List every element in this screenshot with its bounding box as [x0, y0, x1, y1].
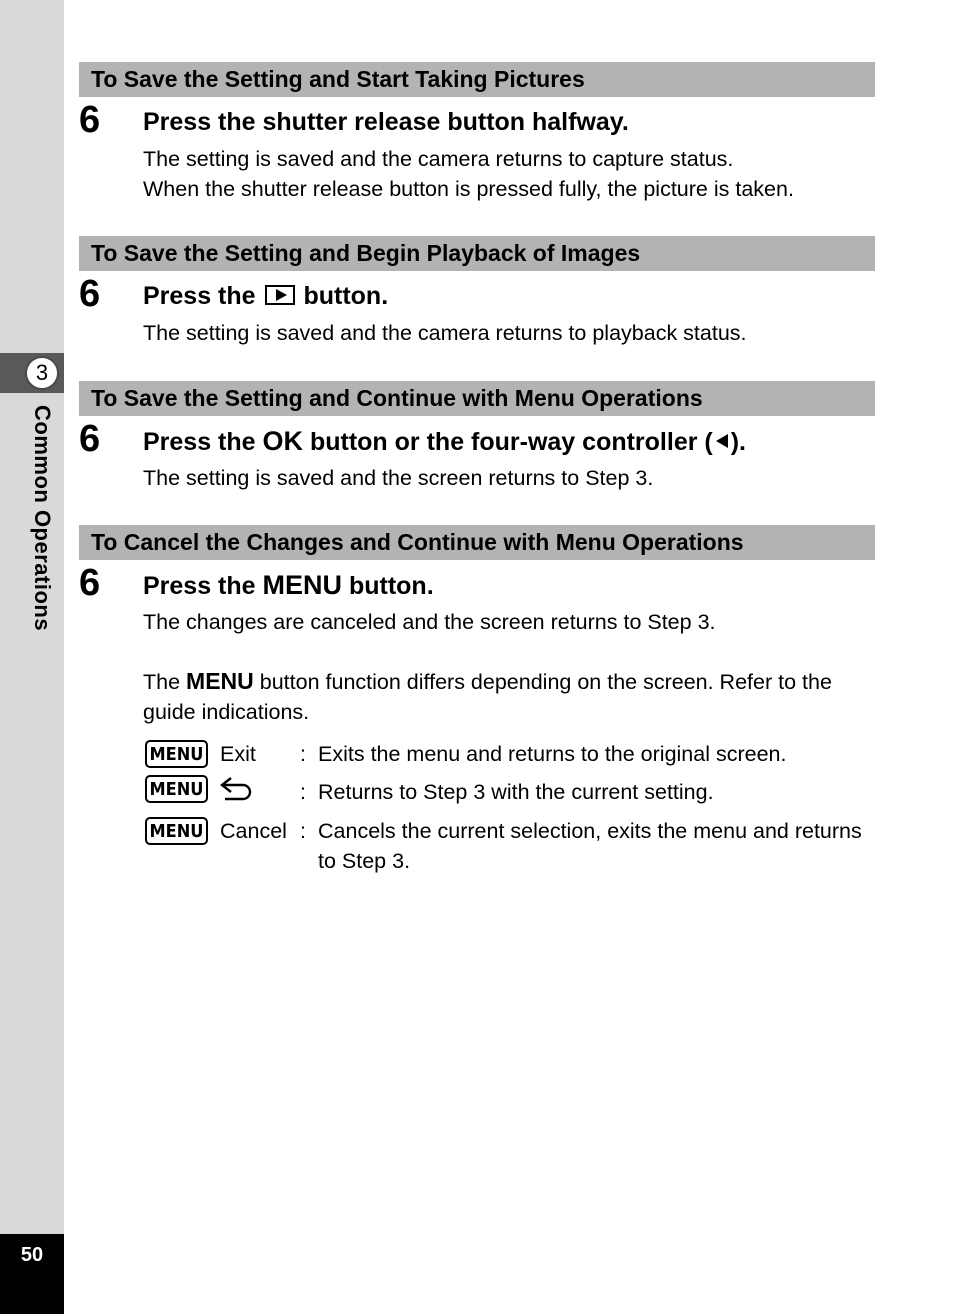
title-text: button.	[348, 572, 434, 600]
section-heading: To Save the Setting and Begin Playback of Images	[79, 236, 875, 271]
step-body	[143, 318, 873, 348]
title-text: button.	[303, 282, 389, 310]
menu-note	[143, 666, 873, 727]
step-number: 6	[79, 273, 101, 315]
step-title	[143, 426, 746, 457]
body-line: The changes are canceled and the screen returns to Step 3.	[143, 610, 716, 634]
step-body	[143, 463, 873, 493]
title-text: Press the	[143, 572, 256, 600]
menu-badge: MENU	[145, 740, 208, 768]
side-strip	[0, 0, 64, 1314]
step-body	[143, 144, 873, 204]
body-line: The setting is saved and the camera returns to playback status.	[143, 321, 747, 345]
left-arrow-icon	[716, 434, 728, 448]
chapter-title: Common Operations	[30, 405, 55, 632]
step-number: 6	[79, 418, 101, 460]
page-number: 50	[20, 1244, 44, 1266]
ok-button-label: OK	[262, 426, 304, 456]
guide-label: Exit	[220, 742, 256, 766]
guide-description: Returns to Step 3 with the current setting.	[318, 780, 714, 804]
section-heading: To Save the Setting and Continue with Menu Operations	[79, 381, 875, 416]
title-text: ).	[730, 428, 747, 456]
playback-icon	[265, 285, 295, 305]
step-title	[143, 570, 434, 601]
section-heading: To Save the Setting and Start Taking Pictures	[79, 62, 875, 97]
menu-button-label: MENU	[262, 570, 343, 600]
step-number: 6	[79, 562, 101, 604]
step-body	[143, 607, 873, 637]
title-text: button or the four-way controller (	[309, 428, 713, 456]
guide-colon: :	[300, 780, 306, 804]
guide-description: Cancels the current selection, exits the menu and returns to Step 3.	[318, 819, 862, 873]
return-arrow-icon	[217, 775, 255, 803]
body-line: The setting is saved and the screen returns to Step 3.	[143, 466, 654, 490]
body-line: The setting is saved and the camera returns to capture status.	[143, 147, 734, 171]
title-text: Press the	[143, 282, 256, 310]
guide-colon: :	[300, 742, 306, 766]
menu-badge: MENU	[145, 775, 208, 803]
note-text: button function differs depending on the screen. Refer to the guide indications.	[143, 670, 832, 724]
guide-label: Cancel	[220, 819, 287, 843]
menu-badge: MENU	[145, 817, 208, 845]
body-line: When the shutter release button is pressed fully, the picture is taken.	[143, 177, 794, 201]
section-heading: To Cancel the Changes and Continue with Menu Operations	[79, 525, 875, 560]
guide-colon: :	[300, 819, 306, 843]
chapter-number: 3	[25, 356, 59, 390]
step-title: Press the shutter release button halfway.	[143, 108, 629, 136]
guide-description: Exits the menu and returns to the original screen.	[318, 742, 787, 766]
menu-button-label: MENU	[186, 668, 254, 694]
step-title	[143, 281, 388, 311]
note-text: The	[143, 670, 181, 694]
step-number: 6	[79, 99, 101, 141]
title-text: Press the	[143, 428, 256, 456]
